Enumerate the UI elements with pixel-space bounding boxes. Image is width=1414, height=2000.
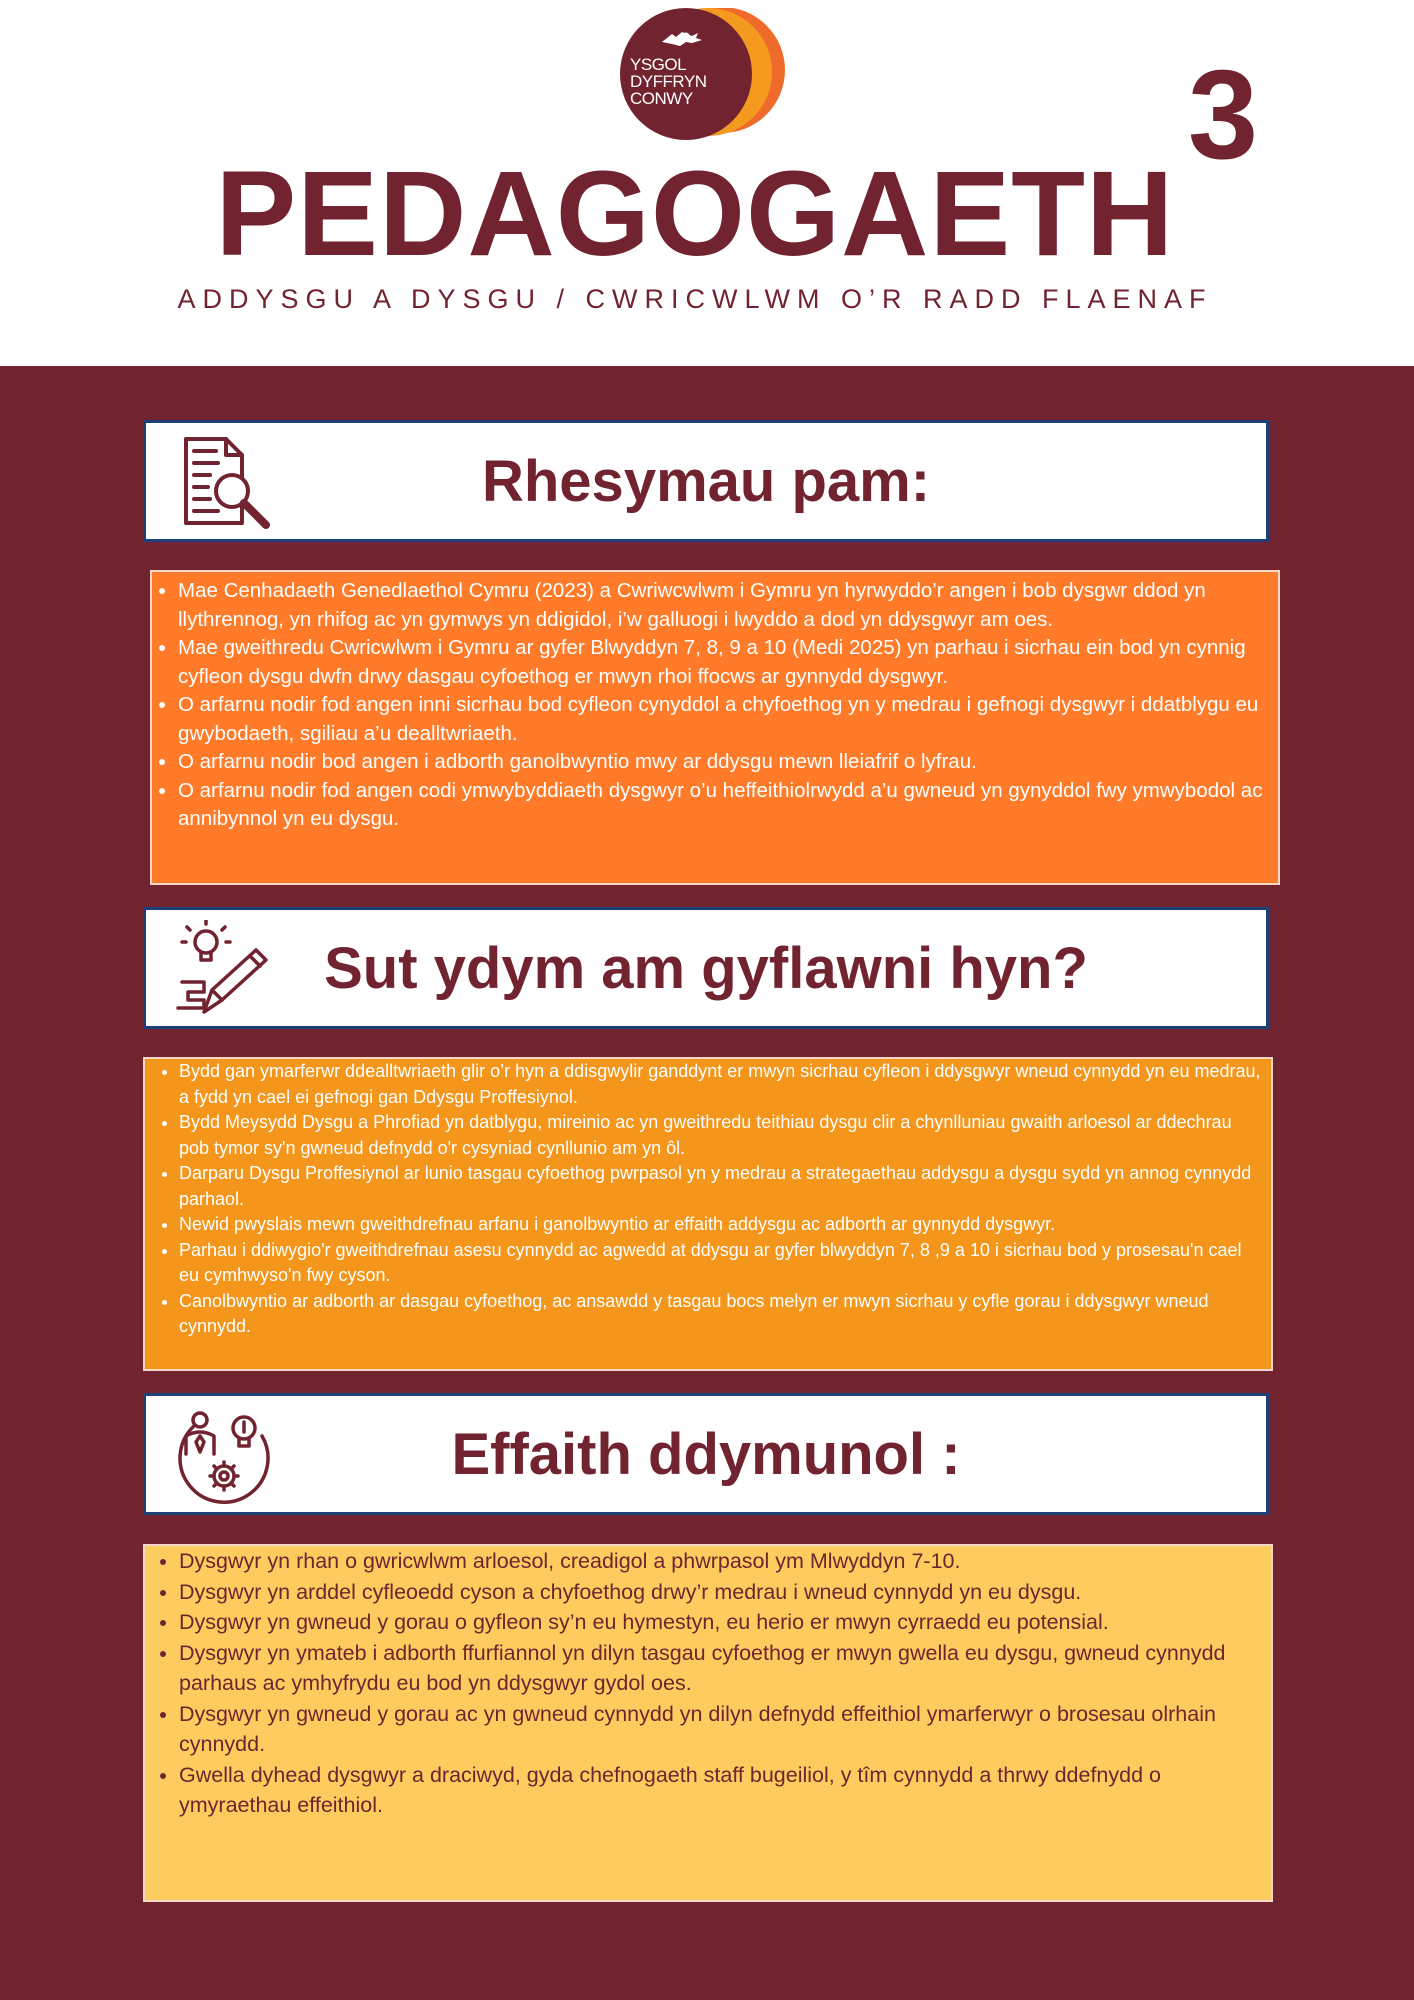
list-item: • Parhau i ddiwygio'r gweithdrefnau asesu cynnydd ac agwedd at ddysgu ar gyfer blwyddyn 7, 8 ,9 a 10 i sicrhau bod y prosesau'n cael eu cymhwyso'n fwy cyson. bbox=[179, 1238, 1261, 1289]
list-item: • Mae gweithredu Cwricwlwm i Gymru ar gyfer Blwyddyn 7, 8, 9 a 10 (Medi 2025) yn parhau i sicrhau ein bod yn cynnig cyfleon dysgu dwfn drwy dasgau cyfoethog er mwyn rhoi ffocws ar gynnydd dysgwyr. bbox=[178, 634, 1268, 691]
list-item: • O arfarnu nodir bod angen i adborth ganolbwyntio mwy ar ddysgu mewn lleiafrif o lyfrau. bbox=[178, 748, 1268, 777]
list-item: • O arfarnu nodir fod angen inni sicrhau bod cyfleon cynyddol a chyfoethog yn y medrau i gefnogi dysgwyr i ddatblygu eu gwybodaeth, sgiliau a’u dealltwriaeth. bbox=[178, 691, 1268, 748]
list-item: • O arfarnu nodir fod angen codi ymwybyddiaeth dysgwyr o’u heffeithiolrwydd a’u gwneud yn gynyddol fwy ymwybodol ac annibynnol yn eu dysgu. bbox=[178, 777, 1268, 834]
list-item: • Bydd gan ymarferwr ddealltwriaeth glir o’r hyn a ddisgwylir ganddynt er mwyn sicrhau cyfleon i ddysgwyr wneud cynnydd yn eu medrau, a fydd yn cael ei gefnogi gan Ddysgu Proffesiynol. bbox=[179, 1059, 1261, 1110]
section-title: Rhesymau pam: bbox=[481, 449, 931, 514]
list-item: • Darparu Dysgu Proffesiynol ar lunio tasgau cyfoethog pwrpasol yn y medrau a strategaethau addysgu a dysgu sydd yn annog cynnydd parhaol. bbox=[179, 1161, 1261, 1212]
section-heading-reasons bbox=[143, 420, 1269, 542]
impact-list bbox=[153, 1546, 1261, 1821]
list-item: • Gwella dyhead dysgwyr a draciwyd, gyda chefnogaeth staff bugeiliol, y tîm cynnydd a thrwy ddefnydd o ymyraethau effeithiol. bbox=[179, 1760, 1261, 1821]
logo-line: DYFFRYN bbox=[630, 72, 707, 91]
list-item: • Dysgwyr yn ymateb i adborth ffurfiannol yn dilyn tasgau cyfoethog er mwyn gwella eu dysgu, gwneud cynnydd parhaus ac ymhyfrydu eu bod yn ddysgwyr gydol oes. bbox=[179, 1638, 1261, 1699]
reasons-list bbox=[152, 577, 1268, 834]
list-item: • Canolbwyntio ar adborth ar dasgau cyfoethog, ac ansawdd y tasgau bocs melyn er mwyn sicrhau y cyfle gorau i ddysgwyr wneud cynnydd. bbox=[179, 1289, 1261, 1340]
reasons-panel bbox=[150, 570, 1280, 885]
list-item: • Bydd Meysydd Dysgu a Phrofiad yn datblygu, mireinio ac yn gweithredu teithiau dysgu clir a chynlluniau gwaith arloesol ar ddechrau pob tymor sy'n gwneud defnydd o'r cysyniad cynllunio am yn ôl. bbox=[179, 1110, 1261, 1161]
approach-panel bbox=[143, 1057, 1273, 1371]
logo-text bbox=[630, 56, 720, 107]
list-item: • Dysgwyr yn rhan o gwricwlwm arloesol, creadigol a phwrpasol ym Mlwyddyn 7-10. bbox=[179, 1546, 1261, 1577]
list-item: • Dysgwyr yn gwneud y gorau o gyfleon sy’n eu hymestyn, eu herio er mwyn cyrraedd eu potensial. bbox=[179, 1607, 1261, 1638]
header bbox=[0, 0, 1414, 366]
section-heading-impact bbox=[143, 1393, 1269, 1515]
page-subtitle: ADDYSGU A DYSGU / CWRICWLWM O’R RADD FLAENAF bbox=[177, 284, 1213, 314]
page-title: PEDAGOGAETH bbox=[215, 145, 1175, 281]
approach-list bbox=[153, 1059, 1261, 1340]
logo-line: CONWY bbox=[630, 89, 693, 108]
list-item: • Mae Cenhadaeth Genedlaethol Cymru (2023) a Cwriwcwlwm i Gymru yn hyrwyddo’r angen i bob dysgwr ddod yn llythrennog, yn rhifog ac yn gymwys yn ddigidol, i’w galluogi i lwyddo a dod yn ddysgwyr am oes. bbox=[178, 577, 1268, 634]
impact-panel bbox=[143, 1544, 1273, 1902]
list-item: • Newid pwyslais mewn gweithdrefnau arfanu i ganolbwyntio ar effaith addysgu ac adborth ar gynnydd dysgwyr. bbox=[179, 1212, 1261, 1238]
logo-line: YSGOL bbox=[630, 55, 687, 74]
list-item: • Dysgwyr yn gwneud y gorau ac yn gwneud cynnydd yn dilyn defnydd effeithiol ymarferwyr o brosesau olrhain cynnydd. bbox=[179, 1699, 1261, 1760]
page-number: 3 bbox=[1188, 44, 1259, 185]
section-title: Effaith ddymunol : bbox=[451, 1422, 961, 1487]
section-heading-approach bbox=[143, 907, 1269, 1029]
section-title: Sut ydym am gyflawni hyn? bbox=[324, 936, 1088, 1001]
list-item: • Dysgwyr yn arddel cyfleoedd cyson a chyfoethog drwy’r medrau i wneud cynnydd yn eu dysgu. bbox=[179, 1577, 1261, 1608]
